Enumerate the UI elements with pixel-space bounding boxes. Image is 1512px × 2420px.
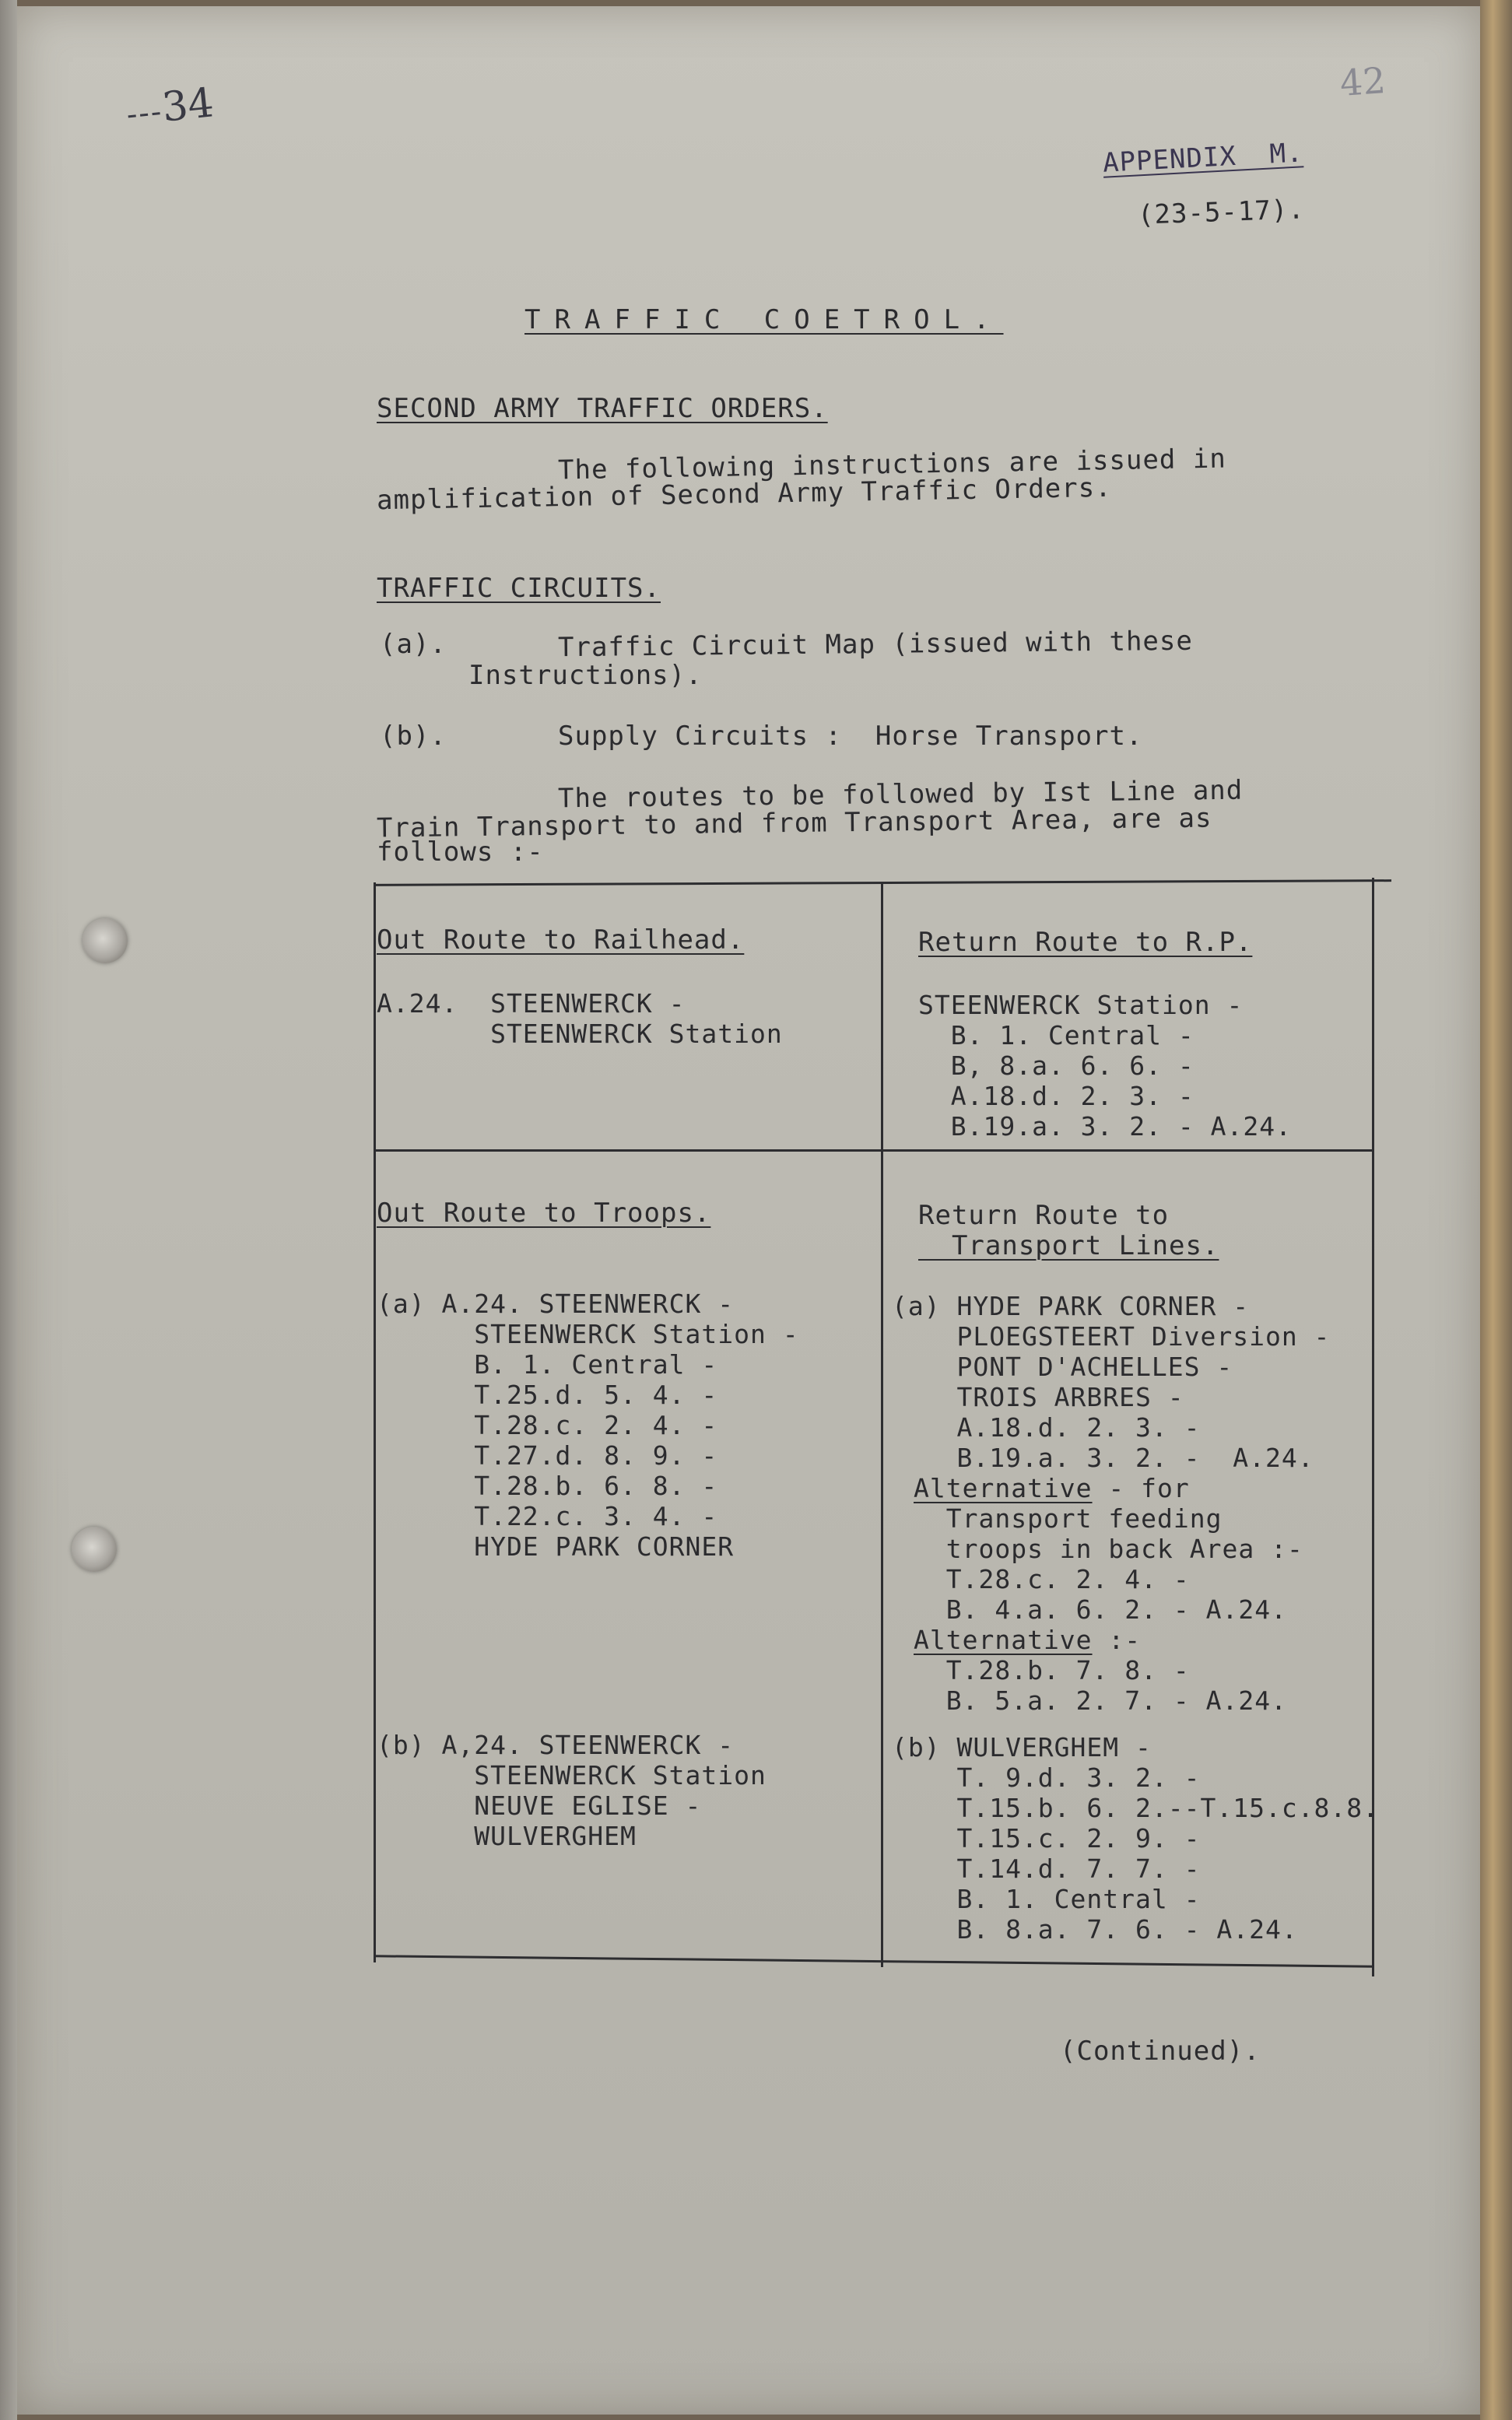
route-line: T.28.b. 6. 8. - <box>377 1471 718 1501</box>
item-b-text: Supply Circuits : Horse Transport. <box>558 721 1143 752</box>
route-line: (b) A,24. STEENWERCK - <box>377 1730 735 1760</box>
document-page <box>17 6 1480 2415</box>
alternative-heading <box>914 1625 1141 1655</box>
route-line: B. 1. Central - <box>918 1020 1195 1050</box>
route-line: HYDE PARK CORNER <box>377 1531 735 1562</box>
route-line: (b) WULVERGHEM - <box>892 1732 1152 1762</box>
folio-number-left: ---34 <box>125 79 216 133</box>
route-line: T.28.c. 2. 4. - <box>914 1564 1190 1594</box>
route-line: T.28.c. 2. 4. - <box>377 1410 718 1440</box>
folio-number-right: 42 <box>1338 59 1387 104</box>
route-line: STEENWERCK Station - <box>377 1319 799 1349</box>
route-line: STEENWERCK Station <box>377 1760 767 1790</box>
route-line: STEENWERCK Station <box>377 1019 783 1049</box>
route-line: B. 4.a. 6. 2. - A.24. <box>914 1594 1287 1625</box>
route-line: T.15.b. 6. 2.--T.15.c.8.8. <box>892 1793 1380 1823</box>
route-line: T.15.c. 2. 9. - <box>892 1823 1201 1854</box>
route-line: B. 5.a. 2. 7. - A.24. <box>914 1685 1287 1716</box>
paper-edge-right <box>1480 0 1512 2420</box>
route-line: B. 8.a. 7. 6. - A.24. <box>892 1914 1298 1945</box>
route-line: T. 9.d. 3. 2. - <box>892 1762 1201 1793</box>
routes-intro-line-1: The routes to be followed by Ist Line and <box>557 774 1244 815</box>
routes-intro-line-3: follows :- <box>377 836 544 868</box>
table-border-left <box>374 882 376 1962</box>
route-line: A.18.d. 2. 3. - <box>892 1412 1201 1443</box>
intro-paragraph-line-1: The following instructions are issued in <box>557 443 1227 486</box>
table-row-divider <box>374 1149 1374 1152</box>
route-line: troops in back Area :- <box>914 1534 1303 1564</box>
route-line: (a) A.24. STEENWERCK - <box>377 1289 735 1319</box>
alternative-label: Alternative <box>914 1625 1093 1655</box>
item-a-line-2: Instructions). <box>468 660 703 691</box>
route-line: B, 8.a. 6. 6. - <box>918 1050 1195 1081</box>
item-a-line-1: Traffic Circuit Map (issued with these <box>557 625 1194 664</box>
routes-intro-line-2: Train Transport to and from Transport Area, are as <box>376 802 1212 844</box>
punch-hole-lower <box>72 1527 117 1572</box>
paper-edge-left <box>0 0 17 2420</box>
route-line: T.28.b. 7. 8. - <box>914 1655 1190 1685</box>
continued-note: (Continued). <box>1060 2036 1261 2067</box>
punch-hole-upper <box>82 918 128 963</box>
item-b-label: (b). <box>380 721 447 752</box>
route-line: STEENWERCK Station - <box>918 990 1244 1020</box>
route-line: NEUVE EGLISE - <box>377 1790 702 1821</box>
intro-paragraph-line-2: amplification of Second Army Traffic Orders. <box>376 472 1112 517</box>
route-line: Transport feeding <box>914 1503 1223 1534</box>
appendix-date: (23-5-17). <box>1137 194 1306 231</box>
route-line: B. 1. Central - <box>377 1349 718 1380</box>
cell-heading-out-troops: Out Route to Troops. <box>377 1198 711 1229</box>
route-line: PONT D'ACHELLES - <box>892 1352 1233 1382</box>
route-line: PLOEGSTEERT Diversion - <box>892 1321 1331 1352</box>
route-line: T.22.c. 3. 4. - <box>377 1501 718 1531</box>
appendix-label: APPENDIX M. <box>1102 137 1304 179</box>
section-heading-traffic-circuits: TRAFFIC CIRCUITS. <box>377 573 661 604</box>
section-heading-army-orders: SECOND ARMY TRAFFIC ORDERS. <box>377 393 828 424</box>
route-line: TROIS ARBRES - <box>892 1382 1184 1412</box>
route-line: WULVERGHEM <box>377 1821 637 1851</box>
route-line: T.25.d. 5. 4. - <box>377 1380 718 1410</box>
alternative-suffix: - for <box>1092 1473 1190 1503</box>
table-column-divider <box>881 883 883 1967</box>
alternative-label: Alternative <box>914 1473 1093 1503</box>
page-title: TRAFFIC COETROL. <box>524 304 1004 335</box>
route-line: B.19.a. 3. 2. - A.24. <box>892 1443 1314 1473</box>
alternative-heading <box>914 1473 1190 1503</box>
item-a-label: (a). <box>380 629 447 660</box>
table-border-bottom <box>374 1955 1374 1967</box>
route-line: T.27.d. 8. 9. - <box>377 1440 718 1471</box>
alternative-suffix: :- <box>1092 1625 1142 1655</box>
cell-heading-return-rp: Return Route to R.P. <box>918 927 1253 958</box>
route-line: T.14.d. 7. 7. - <box>892 1854 1201 1884</box>
cell-heading-return-transport-1: Return Route to <box>918 1200 1170 1231</box>
route-line: A.18.d. 2. 3. - <box>918 1081 1195 1111</box>
route-line: A.24. STEENWERCK - <box>377 988 686 1019</box>
route-line: B.19.a. 3. 2. - A.24. <box>918 1111 1292 1142</box>
route-line: (a) HYDE PARK CORNER - <box>892 1291 1250 1321</box>
cell-heading-return-transport-2: Transport Lines. <box>918 1230 1219 1261</box>
cell-heading-out-railhead: Out Route to Railhead. <box>377 924 745 956</box>
route-line: B. 1. Central - <box>892 1884 1201 1914</box>
